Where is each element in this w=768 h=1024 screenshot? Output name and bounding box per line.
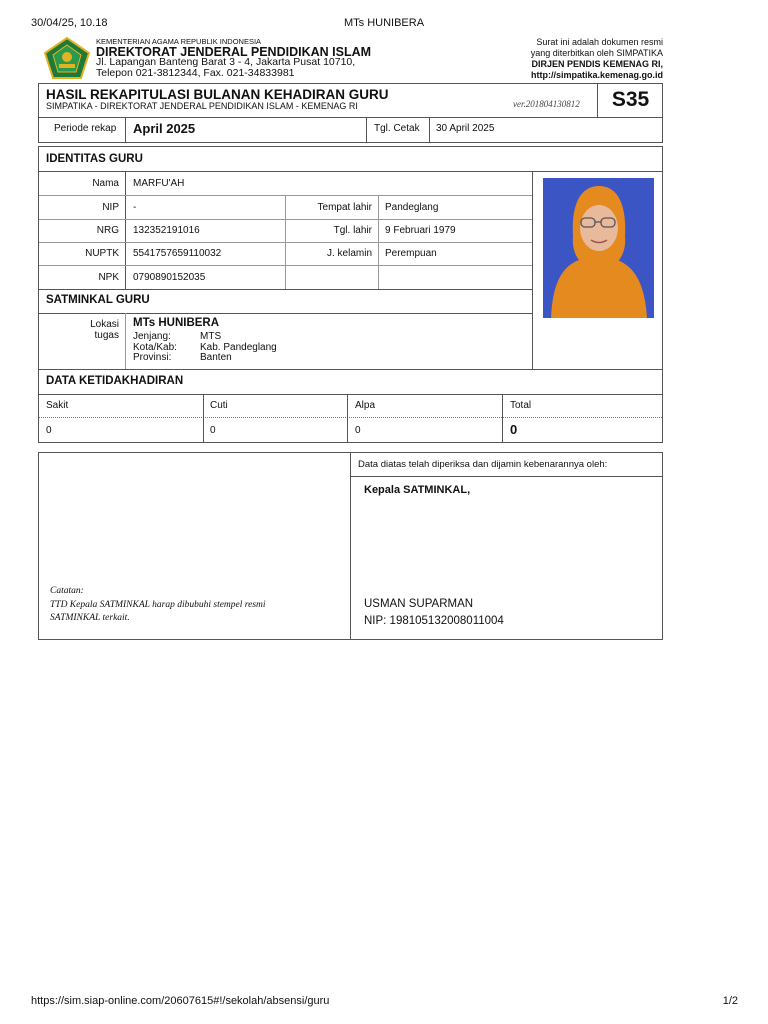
alpa-value: 0 xyxy=(355,425,361,436)
tempat-lahir-value: Pandeglang xyxy=(385,202,439,213)
signer-name: USMAN SUPARMAN xyxy=(364,598,474,610)
official-note xyxy=(531,37,663,81)
periode-label: Periode rekap xyxy=(54,123,117,134)
npk-label: NPK xyxy=(98,272,119,283)
ministry-name: KEMENTERIAN AGAMA REPUBLIK INDONESIA xyxy=(96,37,262,46)
cetak-label: Tgl. Cetak xyxy=(374,123,420,134)
provinsi-label: Provinsi: xyxy=(133,352,172,363)
cetak-value: 30 April 2025 xyxy=(436,123,495,134)
nuptk-value: 5541757659110032 xyxy=(133,248,222,259)
catatan-line: TTD Kepala SATMINKAL harap dibubuhi stempel resmi xyxy=(50,600,266,610)
report-code: S35 xyxy=(611,88,650,111)
identitas-heading: IDENTITAS GURU xyxy=(46,153,143,165)
address-line: Jl. Lapangan Banteng Barat 3 - 4, Jakarta Pusat 10710, xyxy=(96,56,356,68)
print-datetime: 30/04/25, 10.18 xyxy=(31,17,108,29)
nip-value: - xyxy=(133,202,137,213)
kota-label: Kota/Kab: xyxy=(133,341,177,353)
school-details xyxy=(133,332,277,364)
catatan-line: SATMINKAL terkait. xyxy=(50,613,130,623)
catatan-label: Catatan: xyxy=(50,586,84,596)
kota-value: Kab. Pandeglang xyxy=(200,341,277,353)
alpa-label: Alpa xyxy=(355,400,376,411)
kemenag-logo xyxy=(44,37,90,79)
jenis-kelamin-value: Perempuan xyxy=(385,248,437,259)
report-subtitle: SIMPATIKA - DIREKTORAT JENDERAL PENDIDIKAN ISLAM - KEMENAG RI xyxy=(46,101,358,111)
provinsi-value: Banten xyxy=(200,352,232,363)
tgl-lahir-label: Tgl. lahir xyxy=(333,225,372,236)
tgl-lahir-value: 9 Februari 1979 xyxy=(385,225,456,236)
official-note-line: DIRJEN PENDIS KEMENAG RI, xyxy=(531,59,663,69)
nrg-label: NRG xyxy=(96,225,119,236)
lokasi-label: Lokasi xyxy=(90,319,119,330)
letterhead-address xyxy=(96,57,355,79)
directorate-name: DIREKTORAT JENDERAL PENDIDIKAN ISLAM xyxy=(96,45,372,59)
sakit-label: Sakit xyxy=(46,400,69,411)
signer-role: Kepala SATMINKAL, xyxy=(364,484,471,496)
jenjang-label: Jenjang: xyxy=(133,331,171,342)
school-name: MTs HUNIBERA xyxy=(133,317,220,329)
official-note-line: Surat ini adalah dokumen resmi xyxy=(536,37,663,47)
official-note-link: http://simpatika.kemenag.go.id xyxy=(530,70,663,80)
footer-page-number: 1/2 xyxy=(722,995,738,1007)
teacher-data-box xyxy=(38,146,663,443)
signature-box xyxy=(38,452,663,640)
sakit-value: 0 xyxy=(46,425,52,436)
cuti-value: 0 xyxy=(210,425,216,436)
nama-value: MARFU'AH xyxy=(133,178,185,189)
nama-label: Nama xyxy=(92,178,119,189)
footer-url: https://sim.siap-online.com/20607615#!/sekolah/absensi/guru xyxy=(31,995,330,1007)
verified-text: Data diatas telah diperiksa dan dijamin kebenarannya oleh: xyxy=(358,459,608,470)
nuptk-label: NUPTK xyxy=(85,248,119,259)
nip-label: NIP xyxy=(102,202,119,213)
ketidakhadiran-heading: DATA KETIDAKHADIRAN xyxy=(46,375,184,387)
tempat-lahir-label: Tempat lahir xyxy=(317,202,372,213)
print-title: MTs HUNIBERA xyxy=(343,17,425,29)
periode-value: April 2025 xyxy=(133,121,196,136)
teacher-photo xyxy=(543,178,654,318)
npk-value: 0790890152035 xyxy=(133,272,206,283)
report-version: ver.201804130812 xyxy=(513,99,580,109)
tugas-label: tugas xyxy=(94,330,119,341)
official-note-line: yang diterbitkan oleh SIMPATIKA xyxy=(530,48,663,58)
jenjang-value: MTS xyxy=(200,331,222,342)
cuti-label: Cuti xyxy=(210,400,228,411)
signer-nip: NIP: 198105132008011004 xyxy=(364,615,504,627)
total-label: Total xyxy=(510,400,532,411)
lokasi-tugas-label xyxy=(39,319,119,341)
nrg-value: 132352191016 xyxy=(133,225,200,236)
total-value: 0 xyxy=(510,422,518,437)
satminkal-heading: SATMINKAL GURU xyxy=(46,294,150,306)
periode-row xyxy=(38,117,663,143)
phone-line: Telepon 021-3812344, Fax. 021-34833981 xyxy=(96,67,295,79)
report-title: HASIL REKAPITULASI BULANAN KEHADIRAN GURU xyxy=(46,87,389,102)
report-title-box xyxy=(38,83,663,118)
jenis-kelamin-label: J. kelamin xyxy=(326,248,372,259)
